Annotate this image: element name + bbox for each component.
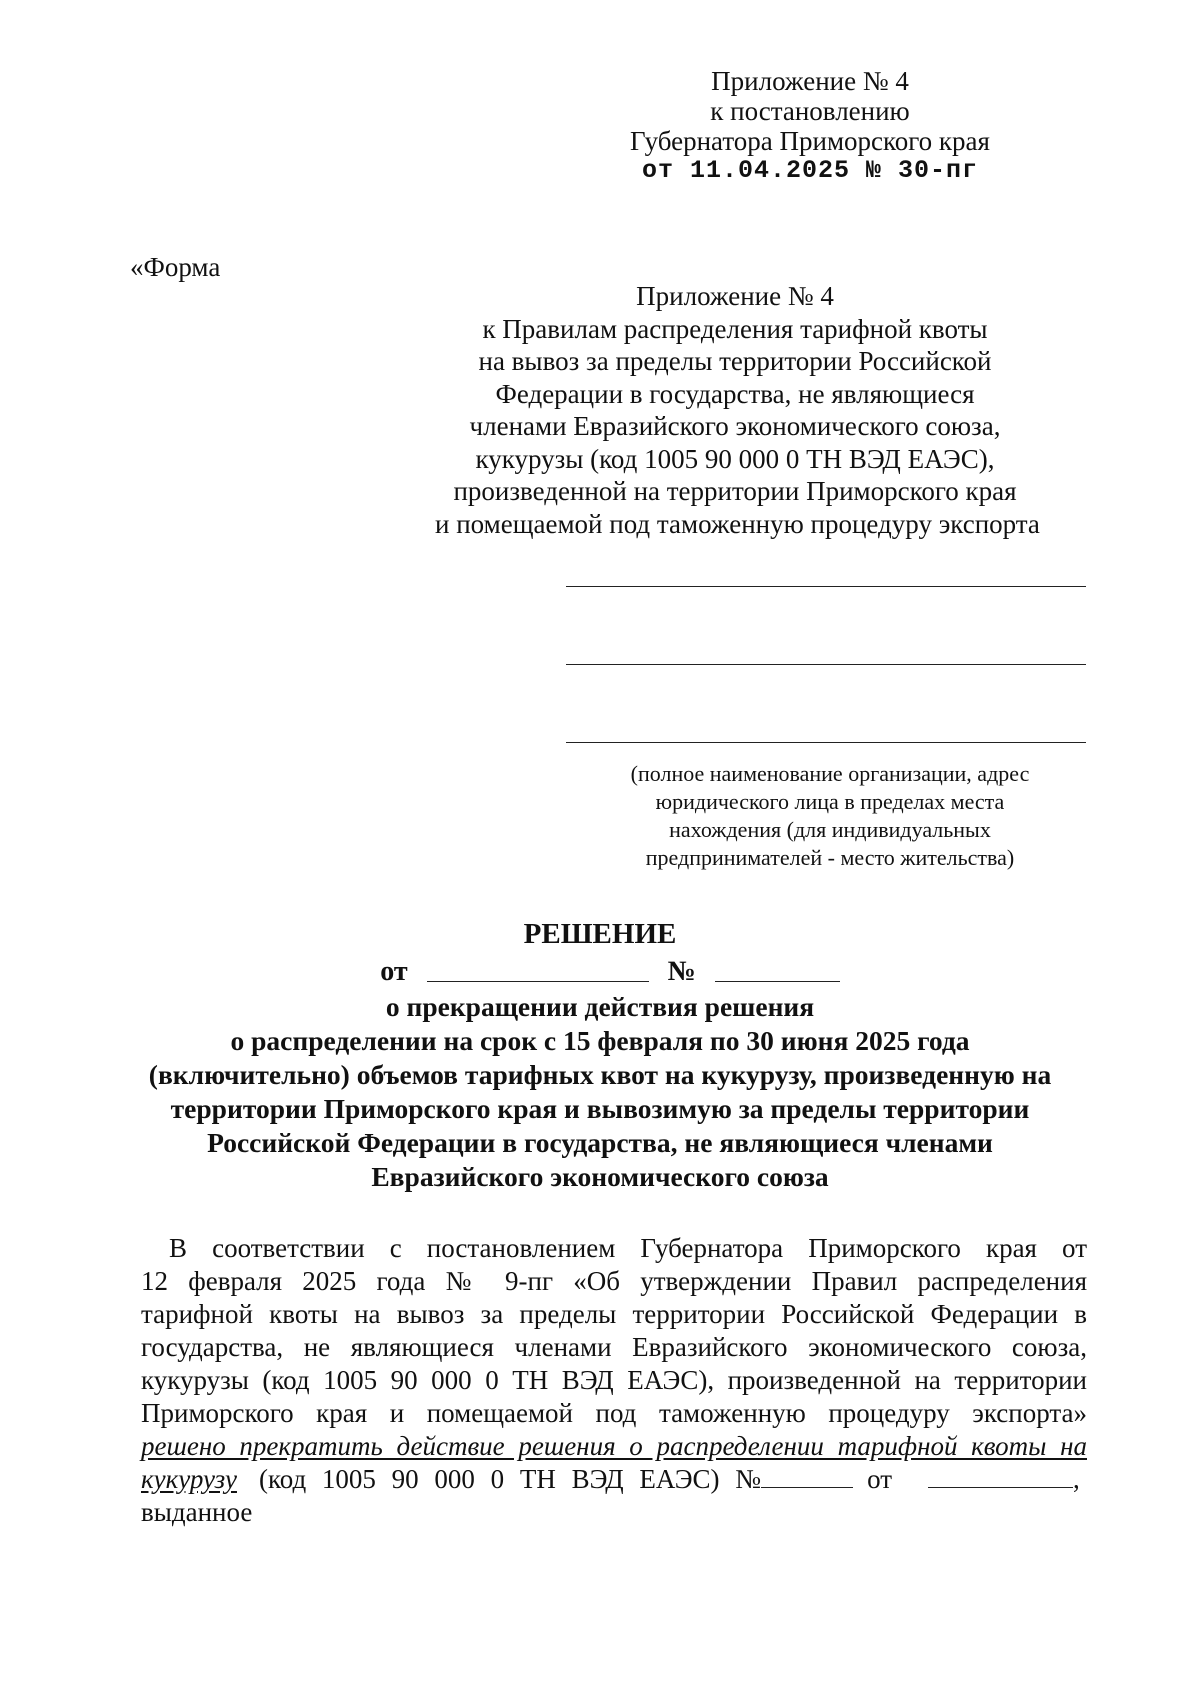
decision-number-blank[interactable] <box>715 957 840 982</box>
decision-subject-line: о распределении на срок с 15 февраля по 30 июня 2025 года <box>230 1025 970 1056</box>
rules-annex-line: Приложение № 4 <box>636 281 834 311</box>
body-code-line <box>141 1463 1087 1496</box>
decision-from-label: от <box>380 956 408 987</box>
rules-annex-line: произведенной на территории Приморского края <box>453 476 1017 506</box>
decision-number-label: № <box>667 956 696 987</box>
body-line: Приморского края и помещаемой под таможенную процедуру экспорта» <box>141 1398 1087 1428</box>
decision-subject-line: о прекращении действия решения <box>385 991 815 1022</box>
decision-title: РЕШЕНИЕ <box>523 918 677 950</box>
decision-subject-line: Евразийского экономического союза <box>371 1161 829 1192</box>
rules-annex-line: на вывоз за пределы территории Российской <box>478 346 992 376</box>
address-caption-line: предпринимателей - место жительства) <box>645 845 1015 870</box>
rules-annex-block <box>435 280 1040 540</box>
decision-subject-line: Российской Федерации в государства, не являющиеся членами <box>207 1127 993 1158</box>
annex-number: Приложение № 4 <box>711 66 909 96</box>
body-code-text: (код 1005 90 000 0 ТН ВЭД ЕАЭС) № <box>258 1464 762 1494</box>
date-number-stamp: от 11.04.2025 № 30-пг <box>641 156 979 185</box>
annex-header <box>610 66 1010 186</box>
decision-subject-line: территории Приморского края и вывозимую за пределы территории <box>170 1093 1030 1124</box>
body-line: В соответствии с постановлением Губернатора Приморского края от <box>169 1233 1087 1263</box>
prior-decision-date-blank[interactable] <box>928 1463 1073 1488</box>
body-line: 12 февраля 2025 года № 9-пг «Об утверждении Правил распределения <box>141 1266 1087 1296</box>
annex-resolution-ref: к постановлению <box>710 96 910 126</box>
body-line: государства, не являющиеся членами Евразийского экономического союза, <box>141 1332 1087 1362</box>
body-emphasis-word: кукурузу <box>141 1464 237 1494</box>
body-from-word: от <box>867 1464 893 1494</box>
address-blank-line-3[interactable] <box>566 742 1086 743</box>
body-comma: , <box>1073 1464 1080 1494</box>
rules-annex-line: Федерации в государства, не являющиеся <box>495 378 975 409</box>
decision-subject-line: (включительно) объемов тарифных квот на кукурузу, произведенную на <box>148 1059 1052 1090</box>
decision-date-blank[interactable] <box>427 957 649 982</box>
annex-governor-ref: Губернатора Приморского края <box>630 126 990 156</box>
body-line: кукурузы (код 1005 90 000 0 ТН ВЭД ЕАЭС), произведенной на территории <box>141 1365 1087 1395</box>
address-caption-line: нахождения (для индивидуальных <box>669 817 991 842</box>
decision-subject <box>100 990 1100 1194</box>
rules-annex-line: и помещаемой под таможенную процедуру экспорта <box>435 508 1040 539</box>
form-label: «Форма <box>130 252 221 282</box>
body-last-word: выданное <box>141 1497 253 1527</box>
address-caption <box>580 760 1080 872</box>
address-caption-line: (полное наименование организации, адрес <box>630 761 1030 786</box>
rules-annex-line: к Правилам распределения тарифной квоты <box>482 313 988 344</box>
address-caption-line: юридического лица в пределах места <box>655 789 1005 814</box>
rules-annex-line: членами Евразийского экономического союза, <box>469 411 1001 441</box>
prior-decision-number-blank[interactable] <box>761 1463 853 1488</box>
body-line: тарифной квоты на вывоз за пределы территории Российской Федерации в <box>141 1299 1087 1329</box>
decision-date-number-row <box>0 956 1200 988</box>
address-blank-line-2[interactable] <box>566 664 1086 665</box>
body-paragraph <box>141 1232 1087 1529</box>
body-emphasis-line: решено прекратить действие решения о распределении тарифной квоты на <box>141 1431 1087 1461</box>
rules-annex-line: кукурузы (код 1005 90 000 0 ТН ВЭД ЕАЭС), <box>475 443 995 474</box>
address-blank-line-1[interactable] <box>566 586 1086 587</box>
